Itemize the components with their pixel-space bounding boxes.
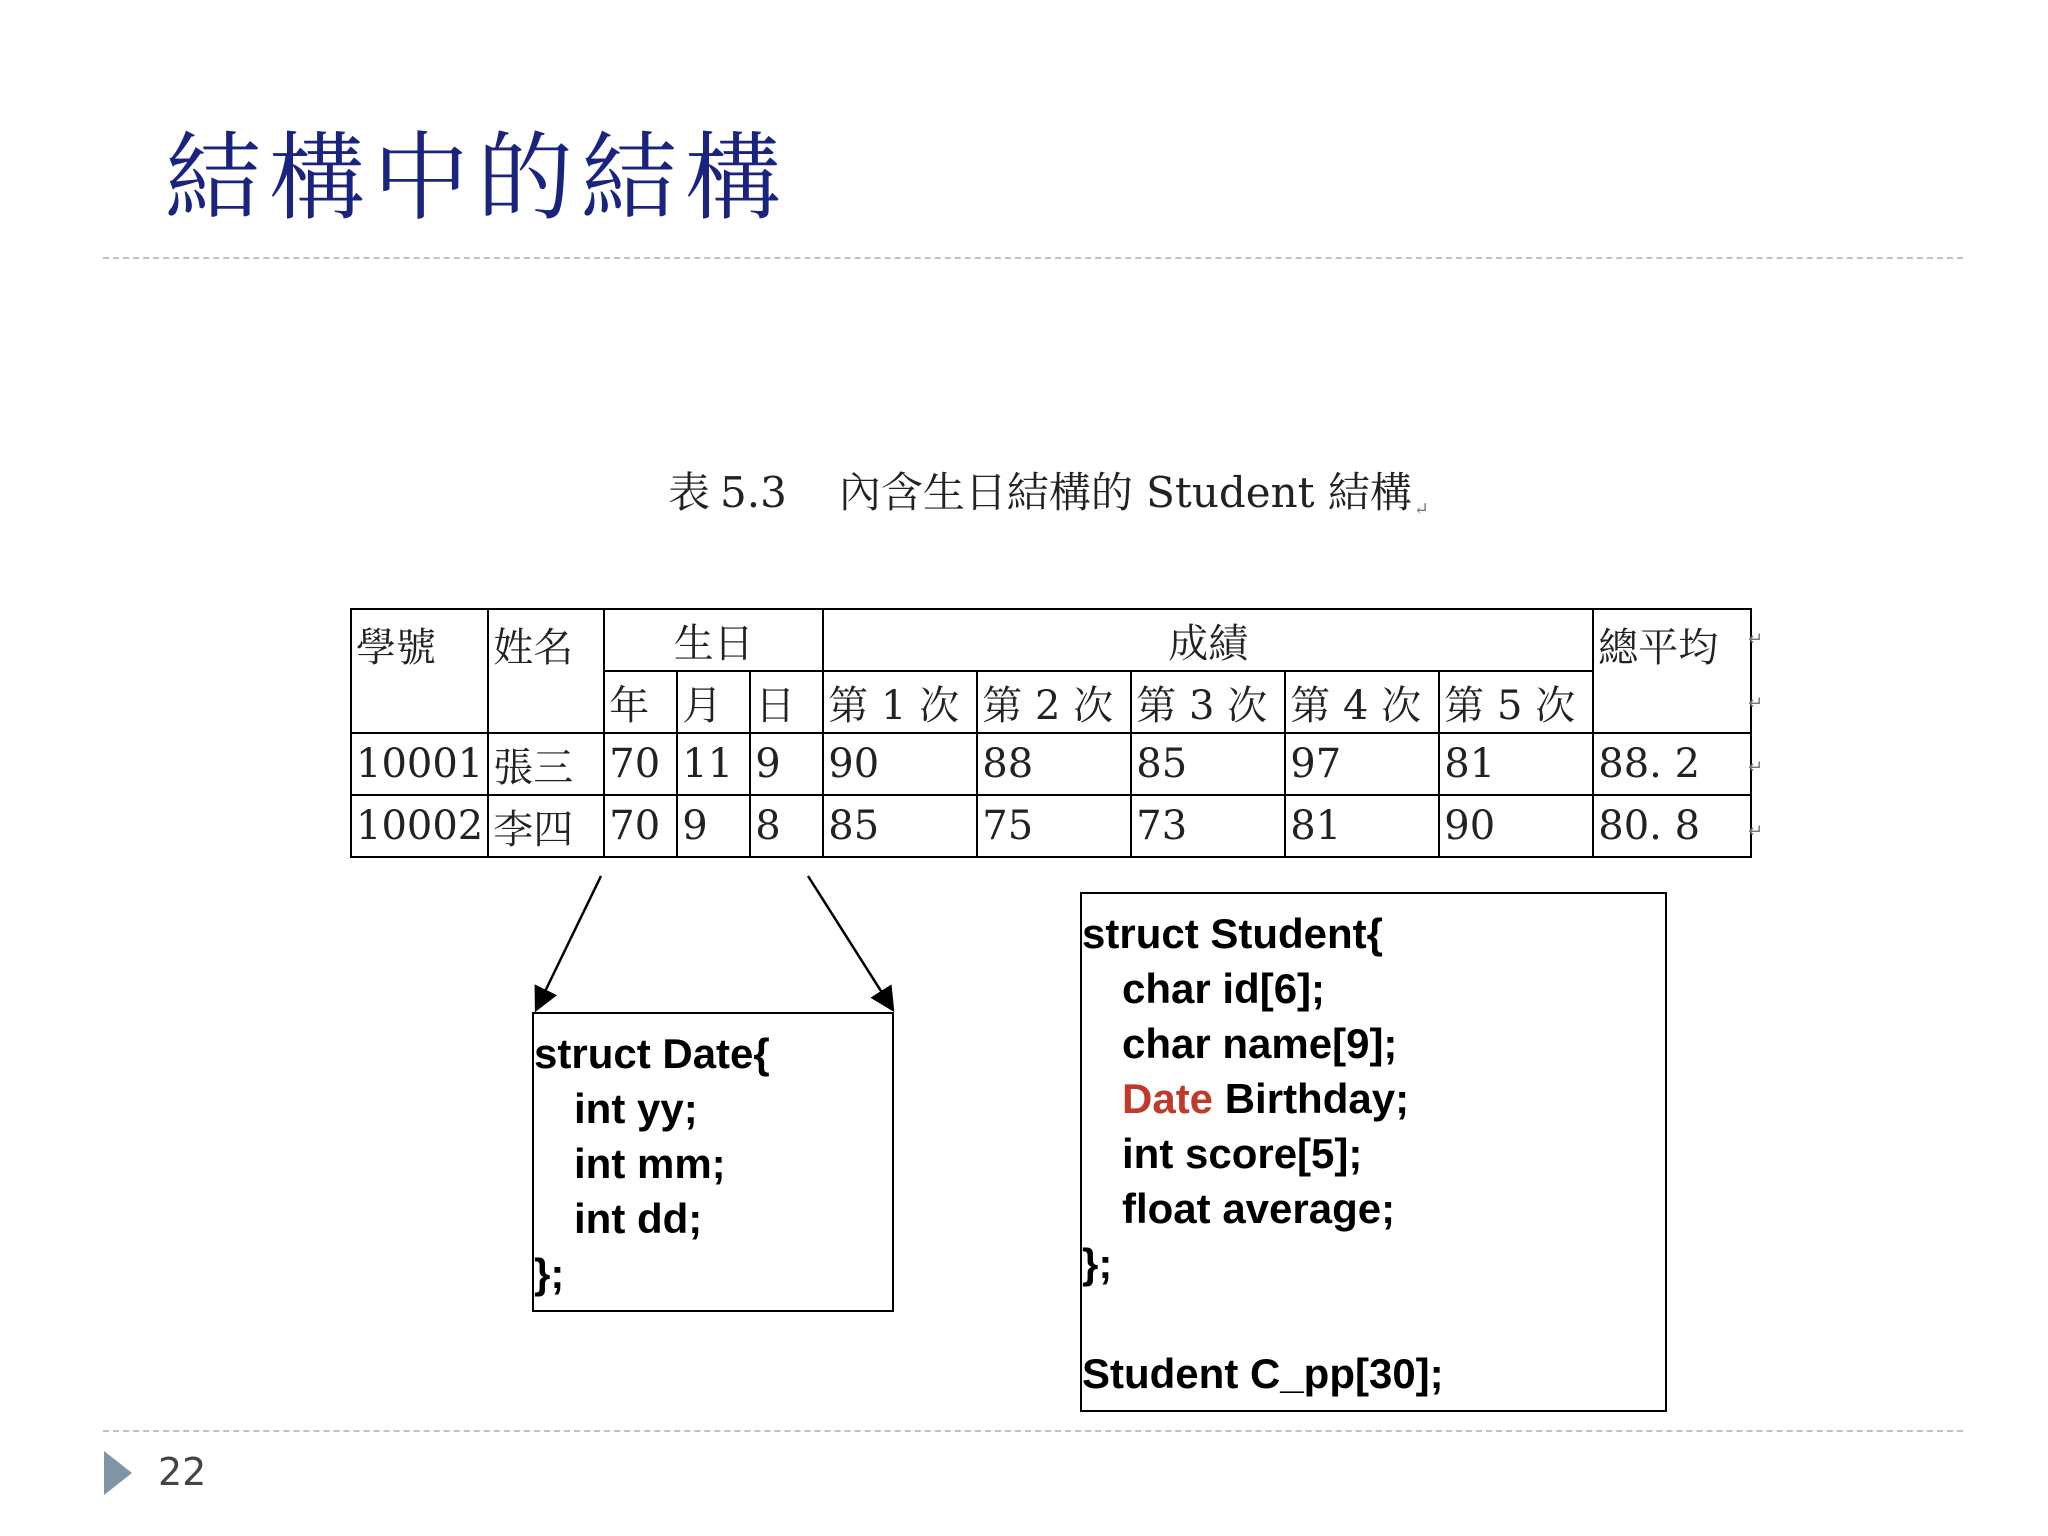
cell-score-4: 81 bbox=[1285, 795, 1439, 857]
cell-score-3: 85 bbox=[1131, 733, 1285, 795]
code-line: }; bbox=[1082, 1240, 1113, 1287]
header-score-5: 第 5 次 bbox=[1439, 671, 1593, 733]
paragraph-mark-icon: ↵ bbox=[1413, 499, 1429, 520]
code-line bbox=[1082, 1291, 1665, 1346]
cell-id: 10001 bbox=[351, 733, 488, 795]
paragraph-mark-icon: ↵ bbox=[1748, 629, 1764, 650]
header-name: 姓名 bbox=[488, 609, 604, 733]
cell-name: 李四 bbox=[488, 795, 604, 857]
cell-id: 10002 bbox=[351, 795, 488, 857]
code-line: char id[6]; bbox=[1122, 965, 1326, 1012]
caption-text: 內含生日結構的 Student 結構 bbox=[838, 468, 1412, 517]
header-score-4: 第 4 次 bbox=[1285, 671, 1439, 733]
cell-month: 9 bbox=[677, 795, 750, 857]
code-line: int score[5]; bbox=[1122, 1130, 1363, 1177]
cell-name: 張三 bbox=[488, 733, 604, 795]
cell-average: 88. 2 bbox=[1593, 733, 1751, 795]
cell-score-1: 85 bbox=[823, 795, 977, 857]
cell-score-5: 90 bbox=[1439, 795, 1593, 857]
code-line: struct Student{ bbox=[1082, 910, 1384, 957]
code-line: int yy; bbox=[574, 1085, 698, 1132]
student-struct-box bbox=[1080, 892, 1667, 1412]
page-number: 22 bbox=[158, 1450, 207, 1494]
header-score-2: 第 2 次 bbox=[977, 671, 1131, 733]
cell-average: 80. 8 bbox=[1593, 795, 1751, 857]
arrow-left bbox=[536, 876, 601, 1010]
header-day: 日 bbox=[750, 671, 823, 733]
paragraph-mark-icon: ↵ bbox=[1748, 757, 1764, 778]
code-line-birthday bbox=[1082, 1071, 1665, 1126]
paragraph-mark-icon: ↵ bbox=[1748, 821, 1764, 842]
code-line: int dd; bbox=[574, 1195, 703, 1242]
type-keyword-date: Date bbox=[1122, 1075, 1214, 1122]
cell-month: 11 bbox=[677, 733, 750, 795]
cell-year: 70 bbox=[604, 733, 677, 795]
code-line: }; bbox=[534, 1250, 565, 1297]
code-line: int mm; bbox=[574, 1140, 726, 1187]
triangle-bullet-icon bbox=[104, 1451, 132, 1495]
cell-score-2: 75 bbox=[977, 795, 1131, 857]
caption-number: 5.3 bbox=[720, 468, 787, 517]
header-birthday: 生日 bbox=[604, 609, 823, 671]
code-line: struct Date{ bbox=[534, 1030, 770, 1077]
code-fragment: Birthday; bbox=[1224, 1075, 1410, 1122]
cell-day: 9 bbox=[750, 733, 823, 795]
header-year: 年 bbox=[604, 671, 677, 733]
header-average: 總平均 bbox=[1593, 609, 1751, 733]
header-month: 月 bbox=[677, 671, 750, 733]
cell-score-1: 90 bbox=[823, 733, 977, 795]
cell-score-3: 73 bbox=[1131, 795, 1285, 857]
code-line: char name[9]; bbox=[1122, 1020, 1398, 1067]
cell-score-5: 81 bbox=[1439, 733, 1593, 795]
header-scores: 成績 bbox=[823, 609, 1593, 671]
header-score-3: 第 3 次 bbox=[1131, 671, 1285, 733]
header-score-1: 第 1 次 bbox=[823, 671, 977, 733]
slide-title: 結構中的結構 bbox=[165, 122, 789, 234]
cell-day: 8 bbox=[750, 795, 823, 857]
code-line: float average; bbox=[1122, 1185, 1396, 1232]
arrow-right bbox=[808, 876, 893, 1010]
cell-score-2: 88 bbox=[977, 733, 1131, 795]
caption-label: 表 bbox=[668, 468, 711, 517]
footer-divider bbox=[103, 1430, 1963, 1432]
header-id: 學號 bbox=[351, 609, 488, 733]
cell-year: 70 bbox=[604, 795, 677, 857]
date-struct-box bbox=[532, 1012, 894, 1312]
code-line: Student C_pp[30]; bbox=[1082, 1350, 1444, 1397]
cell-score-4: 97 bbox=[1285, 733, 1439, 795]
paragraph-mark-icon: ↵ bbox=[1748, 693, 1764, 714]
